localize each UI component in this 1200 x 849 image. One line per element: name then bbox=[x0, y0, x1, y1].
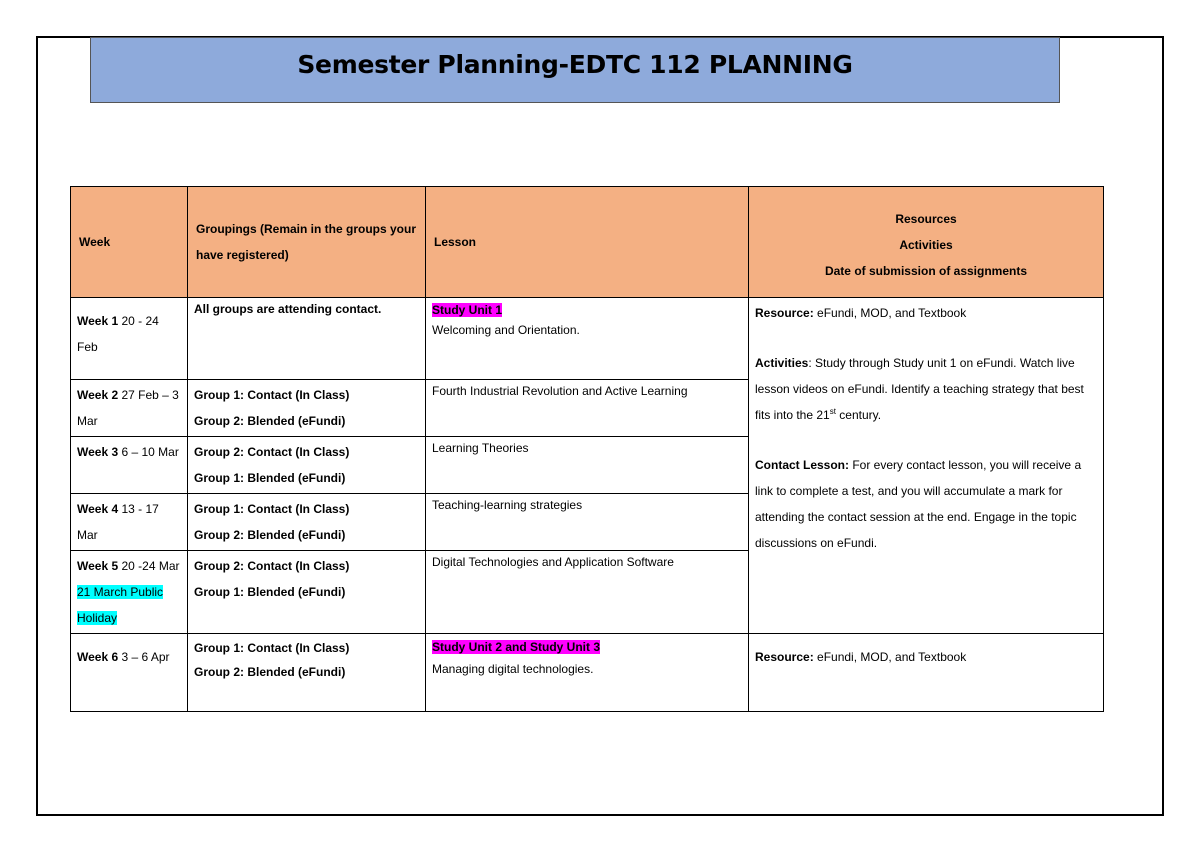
grouping-line: Group 1: Blended (eFundi) bbox=[194, 471, 346, 485]
header-week: Week bbox=[71, 187, 188, 298]
holiday-highlight: 21 March Public Holiday bbox=[77, 585, 164, 625]
resource-paragraph bbox=[755, 300, 1097, 326]
activities-label: Activities bbox=[755, 356, 809, 370]
activities-paragraph bbox=[755, 350, 1097, 428]
header-submission-line: Date of submission of assignments bbox=[824, 264, 1028, 278]
contact-label: Contact Lesson: bbox=[755, 458, 850, 472]
week-label: Week 1 bbox=[77, 314, 119, 328]
week-label: Week 2 bbox=[77, 388, 119, 402]
grouping-line: Group 2: Blended (eFundi) bbox=[194, 665, 346, 679]
groupings-cell bbox=[188, 494, 426, 551]
grouping-line: Group 2: Contact (In Class) bbox=[194, 445, 350, 459]
week-cell bbox=[71, 494, 188, 551]
lesson-text: Welcoming and Orientation. bbox=[432, 323, 580, 337]
contact-text: For every contact lesson, you will receive a link to complete a test, and you will accumulate a mark for attending the contact session at the end. Engage in the topic discussions on eFundi. bbox=[755, 458, 1082, 550]
planning-table bbox=[70, 186, 1104, 712]
week-dates: 20 -24 Mar bbox=[121, 559, 180, 573]
resource-label: Resource: bbox=[755, 650, 814, 664]
grouping-line: Group 1: Blended (eFundi) bbox=[194, 585, 346, 599]
lesson-cell bbox=[426, 634, 749, 712]
header-lesson: Lesson bbox=[426, 187, 749, 298]
activities-text-end: century. bbox=[835, 408, 882, 422]
lesson-text: Digital Technologies and Application Software bbox=[432, 555, 674, 569]
header-activities-line: Activities bbox=[899, 238, 953, 252]
resources-cell bbox=[749, 298, 1104, 634]
lesson-text: Managing digital technologies. bbox=[432, 662, 594, 676]
grouping-line: Group 2: Blended (eFundi) bbox=[194, 414, 346, 428]
title-banner bbox=[90, 37, 1060, 103]
activities-superscript: st bbox=[829, 407, 836, 416]
week-cell bbox=[71, 551, 188, 634]
lesson-cell bbox=[426, 551, 749, 634]
grouping-line: All groups are attending contact. bbox=[194, 302, 382, 316]
week-dates: 20 - 24 Feb bbox=[77, 314, 159, 354]
groupings-cell bbox=[188, 437, 426, 494]
groupings-cell bbox=[188, 551, 426, 634]
week-label: Week 3 bbox=[77, 445, 119, 459]
week-dates: 6 – 10 Mar bbox=[121, 445, 179, 459]
activities-text: : Study through Study unit 1 on eFundi. Watch live lesson videos on eFundi. Identify a teaching strategy that best fits into the 21 bbox=[755, 356, 1084, 422]
header-resources-line: Resources bbox=[895, 212, 957, 226]
header-groupings: Groupings (Remain in the groups your have registered) bbox=[188, 187, 426, 298]
lesson-text: Fourth Industrial Revolution and Active Learning bbox=[432, 384, 688, 398]
page-title: Semester Planning-EDTC 112 PLANNING bbox=[297, 50, 853, 79]
grouping-line: Group 1: Contact (In Class) bbox=[194, 641, 350, 655]
week-label: Week 5 bbox=[77, 559, 119, 573]
lesson-cell bbox=[426, 380, 749, 437]
header-resources bbox=[749, 187, 1104, 298]
lesson-text: Teaching-learning strategies bbox=[432, 498, 583, 512]
week-dates: 27 Feb – 3 Mar bbox=[77, 388, 179, 428]
resource-text: eFundi, MOD, and Textbook bbox=[813, 650, 967, 664]
study-unit-highlight: Study Unit 2 and Study Unit 3 bbox=[432, 640, 601, 654]
week-label: Week 6 bbox=[77, 650, 119, 664]
groupings-cell bbox=[188, 298, 426, 380]
resources-cell bbox=[749, 634, 1104, 712]
week-label: Week 4 bbox=[77, 502, 119, 516]
table-header-row bbox=[71, 187, 1104, 298]
grouping-line: Group 2: Blended (eFundi) bbox=[194, 528, 346, 542]
week-cell bbox=[71, 298, 188, 380]
contact-paragraph bbox=[755, 452, 1097, 556]
groupings-cell bbox=[188, 380, 426, 437]
study-unit-highlight: Study Unit 1 bbox=[432, 303, 503, 317]
resource-label: Resource: bbox=[755, 306, 814, 320]
grouping-line: Group 2: Contact (In Class) bbox=[194, 559, 350, 573]
table-row bbox=[71, 298, 1104, 380]
resource-text: eFundi, MOD, and Textbook bbox=[813, 306, 967, 320]
week-cell bbox=[71, 380, 188, 437]
groupings-cell bbox=[188, 634, 426, 712]
lesson-cell bbox=[426, 298, 749, 380]
table-row bbox=[71, 634, 1104, 712]
grouping-line: Group 1: Contact (In Class) bbox=[194, 502, 350, 516]
week-dates: 13 - 17 Mar bbox=[77, 502, 159, 542]
grouping-line: Group 1: Contact (In Class) bbox=[194, 388, 350, 402]
lesson-cell bbox=[426, 437, 749, 494]
week-cell bbox=[71, 634, 188, 712]
lesson-cell bbox=[426, 494, 749, 551]
week-cell bbox=[71, 437, 188, 494]
lesson-text: Learning Theories bbox=[432, 441, 529, 455]
week-dates: 3 – 6 Apr bbox=[121, 650, 170, 664]
